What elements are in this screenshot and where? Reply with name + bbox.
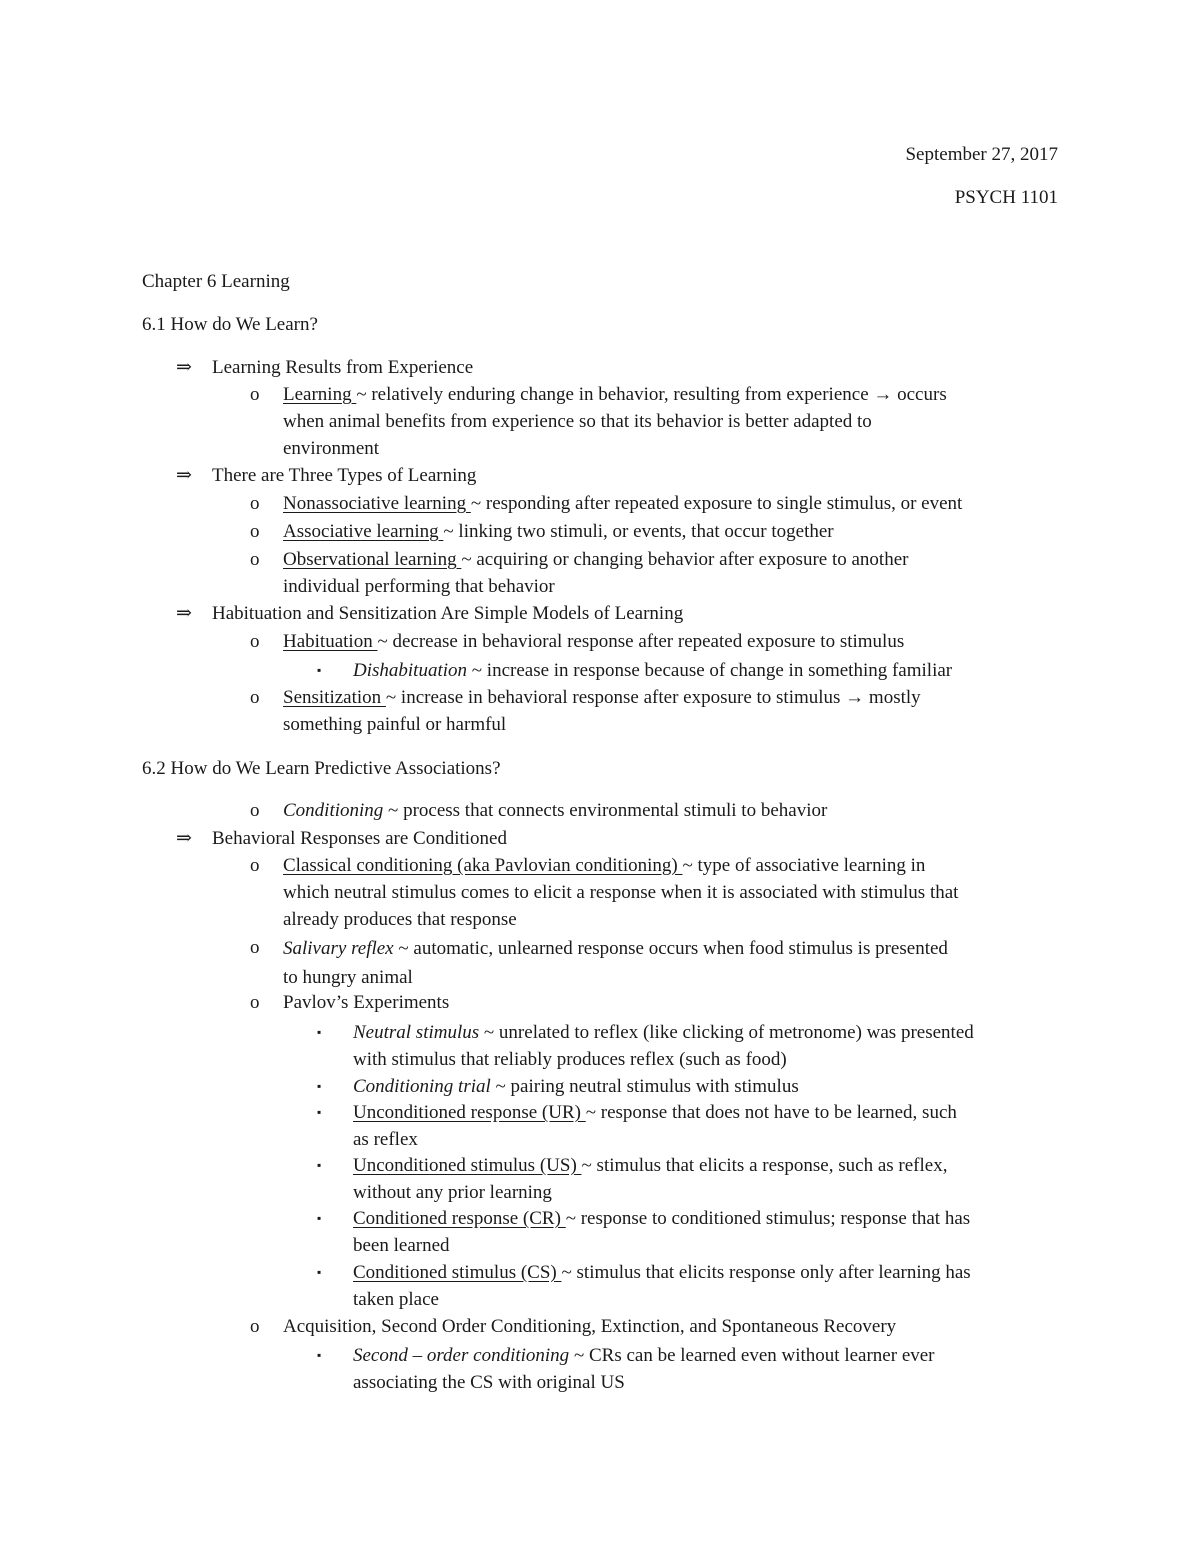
list-heading: Acquisition, Second Order Conditioning, Extinction, and Spontaneous Recovery (283, 1316, 897, 1337)
square-bullet-icon: ▪ (317, 1348, 322, 1362)
circle-bullet-icon: o (250, 937, 260, 958)
square-bullet-icon: ▪ (317, 1158, 322, 1172)
definition: Conditioned stimulus (CS) ~ stimulus that elicits response only after learning has taken place (353, 1262, 971, 1310)
square-bullet-icon: ▪ (317, 1079, 322, 1093)
circle-bullet-icon: o (250, 687, 260, 708)
arrow-bullet-icon: ⇒ (176, 357, 192, 378)
square-bullet-icon: ▪ (317, 1025, 322, 1039)
square-bullet-icon: ▪ (317, 1265, 322, 1279)
term: Nonassociative learning (283, 493, 471, 514)
definition: Unconditioned response (UR) ~ response that does not have to be learned, such as reflex (353, 1102, 957, 1150)
definition: Nonassociative learning ~ responding after repeated exposure to single stimulus, or event (283, 493, 963, 514)
term: Habituation (283, 631, 378, 652)
definition: Sensitization ~ increase in behavioral response after exposure to stimulus → mostly something painful or harmful (283, 687, 921, 735)
term: Unconditioned stimulus (US) (353, 1155, 582, 1176)
definition: Neutral stimulus ~ unrelated to reflex (like clicking of metronome) was presented with stimulus that reliably produces reflex (such as food) (353, 1022, 974, 1070)
chapter-title: Chapter 6 Learning (142, 271, 290, 292)
term: Sensitization (283, 687, 386, 708)
square-bullet-icon: ▪ (317, 1105, 322, 1119)
term: Learning (283, 384, 357, 405)
section-heading-6-2: 6.2 How do We Learn Predictive Associations? (142, 758, 501, 779)
definition: Conditioning ~ process that connects environmental stimuli to behavior (283, 800, 828, 821)
definition: Habituation ~ decrease in behavioral response after repeated exposure to stimulus (283, 631, 905, 652)
definition: Learning ~ relatively enduring change in behavior, resulting from experience → occurs when animal benefits from experience so that its behavior is better adapted to environment (283, 384, 947, 459)
definition: Conditioned response (CR) ~ response to conditioned stimulus; response that has been learned (353, 1208, 971, 1256)
arrow-bullet-icon: ⇒ (176, 603, 192, 624)
arrow-bullet-icon: ⇒ (176, 465, 192, 486)
definition: Unconditioned stimulus (US) ~ stimulus that elicits a response, such as reflex, without any prior learning (353, 1155, 948, 1203)
square-bullet-icon: ▪ (317, 663, 322, 677)
circle-bullet-icon: o (250, 493, 260, 514)
circle-bullet-icon: o (250, 521, 260, 542)
definition: Dishabituation ~ increase in response because of change in something familiar (353, 660, 953, 681)
definition: Second – order conditioning ~ CRs can be learned even without learner ever associating the CS with original US (353, 1345, 935, 1393)
definition: Salivary reflex ~ automatic, unlearned response occurs when food stimulus is presented to hungry animal (283, 938, 948, 988)
arrow-bullet-icon: ⇒ (176, 828, 192, 849)
list-heading: Habituation and Sensitization Are Simple Models of Learning (212, 603, 684, 624)
term: Unconditioned response (UR) (353, 1102, 586, 1123)
circle-bullet-icon: o (250, 384, 260, 405)
term: Observational learning (283, 549, 462, 570)
term: Classical conditioning (aka Pavlovian conditioning) (283, 855, 683, 876)
term: Neutral stimulus (353, 1022, 480, 1043)
circle-bullet-icon: o (250, 549, 260, 570)
definition: Conditioning trial ~ pairing neutral stimulus with stimulus (353, 1076, 799, 1097)
date-line: September 27, 2017 (905, 144, 1058, 165)
term: Conditioning (283, 800, 384, 821)
term: Salivary reflex (283, 938, 394, 959)
circle-bullet-icon: o (250, 631, 260, 652)
course-line: PSYCH 1101 (954, 187, 1058, 208)
term: Conditioning trial (353, 1076, 491, 1097)
list-heading: Behavioral Responses are Conditioned (212, 828, 507, 849)
definition: Observational learning ~ acquiring or changing behavior after exposure to another individual performing that behavior (283, 549, 909, 597)
definition: Classical conditioning (aka Pavlovian conditioning) ~ type of associative learning in which neutral stimulus comes to elicit a response when it is associated with stimulus that already produces that response (283, 855, 959, 930)
circle-bullet-icon: o (250, 1316, 260, 1337)
term: Dishabituation (353, 660, 468, 681)
list-heading: There are Three Types of Learning (212, 465, 477, 486)
term: Conditioned response (CR) (353, 1208, 566, 1229)
circle-bullet-icon: o (250, 800, 260, 821)
term: Associative learning (283, 521, 444, 542)
term: Conditioned stimulus (CS) (353, 1262, 562, 1283)
circle-bullet-icon: o (250, 855, 260, 876)
definition: Associative learning ~ linking two stimuli, or events, that occur together (283, 521, 834, 542)
circle-bullet-icon: o (250, 992, 260, 1013)
square-bullet-icon: ▪ (317, 1211, 322, 1225)
section-heading-6-1: 6.1 How do We Learn? (142, 314, 318, 335)
term: Second – order conditioning (353, 1345, 570, 1366)
list-heading: Learning Results from Experience (212, 357, 474, 378)
list-heading: Pavlov’s Experiments (283, 992, 450, 1013)
